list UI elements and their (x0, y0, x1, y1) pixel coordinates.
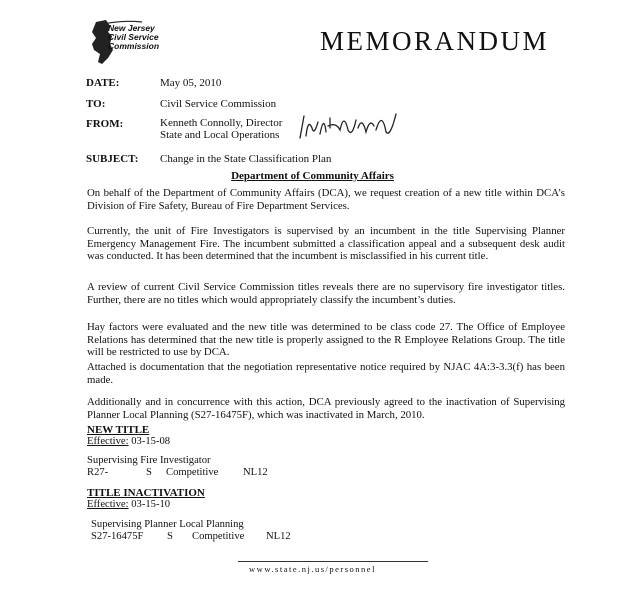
new-title-unit: NL12 (243, 467, 268, 478)
new-title-name: Supervising Fire Investigator (87, 455, 211, 466)
inactivated-title-unit: NL12 (266, 531, 291, 542)
body-paragraph: A review of current Civil Service Commission titles reveals there are no supervisory fire investigator titles. Further, there are no titles which would appropriately classify the incumbent’s duties. (87, 281, 565, 306)
new-title-code: R27- (87, 467, 109, 478)
inactivated-title-name: Supervising Planner Local Planning (91, 519, 244, 530)
to-label: TO: (86, 98, 106, 110)
date-value: May 05, 2010 (160, 77, 222, 89)
date-label: DATE: (86, 77, 120, 89)
from-label: FROM: (86, 118, 124, 130)
inactivated-title-class: S (167, 531, 173, 542)
body-paragraph: Hay factors were evaluated and the new title was determined to be class code 27. The Office of Employee Relations has determined that the new title is properly assigned to the R Employee Relations Group. The title will be restricted to use by DCA. (87, 321, 565, 358)
subject-label: SUBJECT: (86, 153, 139, 165)
title-inactivation-heading: TITLE INACTIVATION (87, 487, 205, 499)
body-paragraph: On behalf of the Department of Community Affairs (DCA), we request creation of a new title within DCA’s Division of Fire Safety, Bureau of Fire Department Services. (87, 187, 565, 212)
title-inactivation-effective: Effective: 03-15-10 (87, 499, 171, 510)
inactivated-title-code: S27-16475F (91, 531, 144, 542)
to-value: Civil Service Commission (160, 98, 277, 110)
new-title-effective: Effective: 03-15-08 (87, 436, 171, 447)
memo-title: MEMORANDUM (320, 26, 550, 56)
inactivated-title-type: Competitive (192, 531, 245, 542)
body-paragraph: Additionally and in concurrence with this action, DCA previously agreed to the inactivation of Supervising Planner Local Planning (S27-16475F), which was inactivated in March, 2010. (87, 396, 565, 421)
from-value: Kenneth Connolly, Director State and Local Operations (160, 117, 283, 141)
department-heading: Department of Community Affairs (231, 170, 394, 182)
body-paragraph: Attached is documentation that the negotiation representative notice required by NJAC 4A:3-3.3(f) has been made. (87, 361, 565, 386)
body-paragraph: Currently, the unit of Fire Investigators is supervised by an incumbent in the title Supervising Planner Emergency Management Fire. The incumbent submitted a classification appeal and a subsequent desk audit was conducted. It has been determined that the incumbent is misclassified in his current title. (87, 225, 565, 262)
subject-value: Change in the State Classification Plan (160, 153, 332, 165)
new-title-heading: NEW TITLE (87, 424, 150, 436)
footer-divider (238, 561, 428, 562)
new-title-type: Competitive (166, 467, 219, 478)
handwritten-signature (296, 108, 406, 144)
logo-text: New Jersey Civil Service Commission (108, 23, 160, 51)
footer-url: www.state.nj.us/personnel (249, 564, 376, 574)
new-title-class: S (146, 467, 152, 478)
